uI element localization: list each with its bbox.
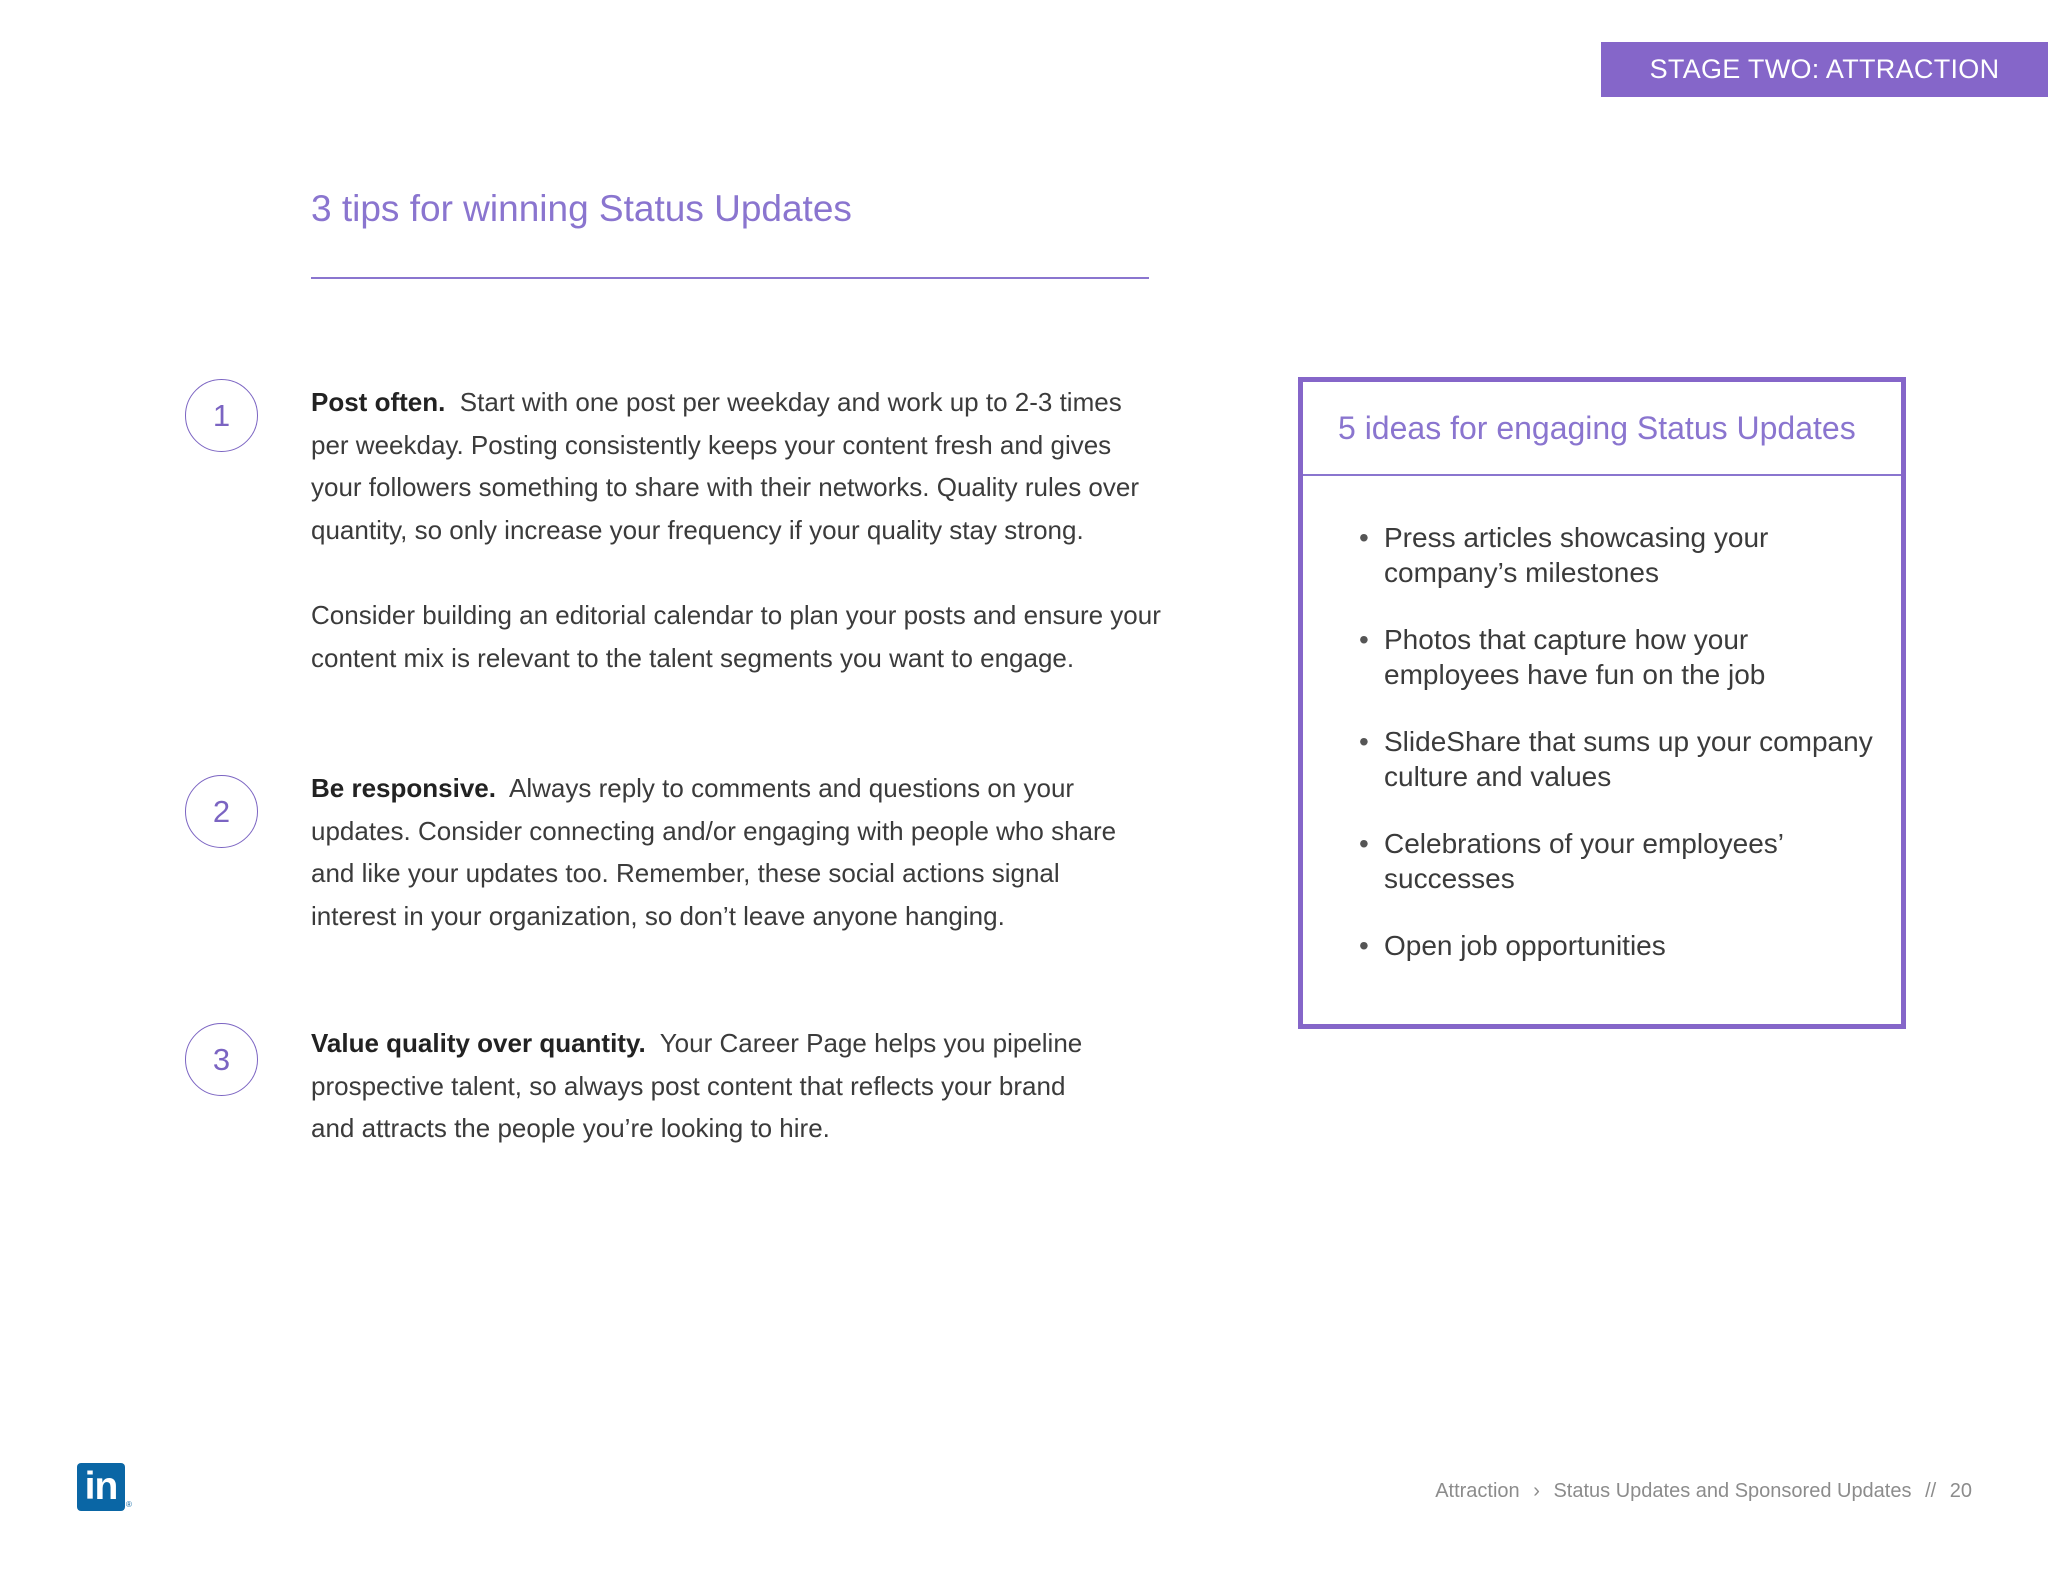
page-title: 3 tips for winning Status Updates	[311, 188, 852, 229]
ideas-box-title: 5 ideas for engaging Status Updates	[1303, 382, 1901, 476]
title-divider	[311, 277, 1149, 279]
tip-1-extra: Consider building an editorial calendar to plan your posts and ensure your content mix is relevant to the talent segments you want to engage.	[311, 600, 1161, 673]
list-item: • Celebrations of your employees’ successes	[1359, 826, 1881, 896]
tip-3-body: Your Career Page helps you pipeline prospective talent, so always post content that reflects your brand and attracts the people you’re looking to hire.	[311, 1028, 1083, 1143]
tip-number-1: 1	[185, 379, 258, 452]
tip-2-body: Always reply to comments and questions on your updates. Consider connecting and/or engaging with people who share and like your updates too. Remember, these social actions signal interest in your organization, so don’t leave anyone hanging.	[311, 773, 1117, 931]
linkedin-logo: in	[77, 1463, 125, 1511]
tip-number-2: 2	[185, 775, 258, 848]
list-item: • Open job opportunities	[1359, 928, 1881, 963]
breadcrumb-section: Attraction	[1435, 1480, 1520, 1502]
list-item: • SlideShare that sums up your company culture and values	[1359, 724, 1881, 794]
tip-1-text	[311, 381, 1156, 551]
tip-2-lead: Be responsive.	[311, 773, 496, 803]
ideas-list	[1359, 520, 1881, 995]
tip-number-3: 3	[185, 1023, 258, 1096]
tip-2-text	[311, 767, 1126, 937]
list-item: • Press articles showcasing your company’s milestones	[1359, 520, 1881, 590]
breadcrumb-subsection: Status Updates and Sponsored Updates	[1553, 1480, 1912, 1502]
tip-1-lead: Post often.	[311, 387, 446, 417]
tip-3-text	[311, 1022, 1111, 1150]
list-item: • Photos that capture how your employees have fun on the job	[1359, 622, 1881, 692]
page-number: 20	[1949, 1480, 1972, 1502]
footer-breadcrumb	[1431, 1480, 1976, 1503]
breadcrumb-separator: ›	[1533, 1480, 1540, 1502]
stage-banner: STAGE TWO: ATTRACTION	[1601, 42, 2048, 97]
registered-mark: ®	[126, 1500, 132, 1509]
tip-1-body: Start with one post per weekday and work up to 2-3 times per weekday. Posting consistently keeps your content fresh and gives your followers something to share with their networks. Quality rules over quantity, so only increase your frequency if your quality stay strong.	[311, 387, 1140, 545]
tip-3-lead: Value quality over quantity.	[311, 1028, 646, 1058]
page-separator: //	[1925, 1480, 1937, 1502]
ideas-box	[1298, 377, 1906, 1029]
